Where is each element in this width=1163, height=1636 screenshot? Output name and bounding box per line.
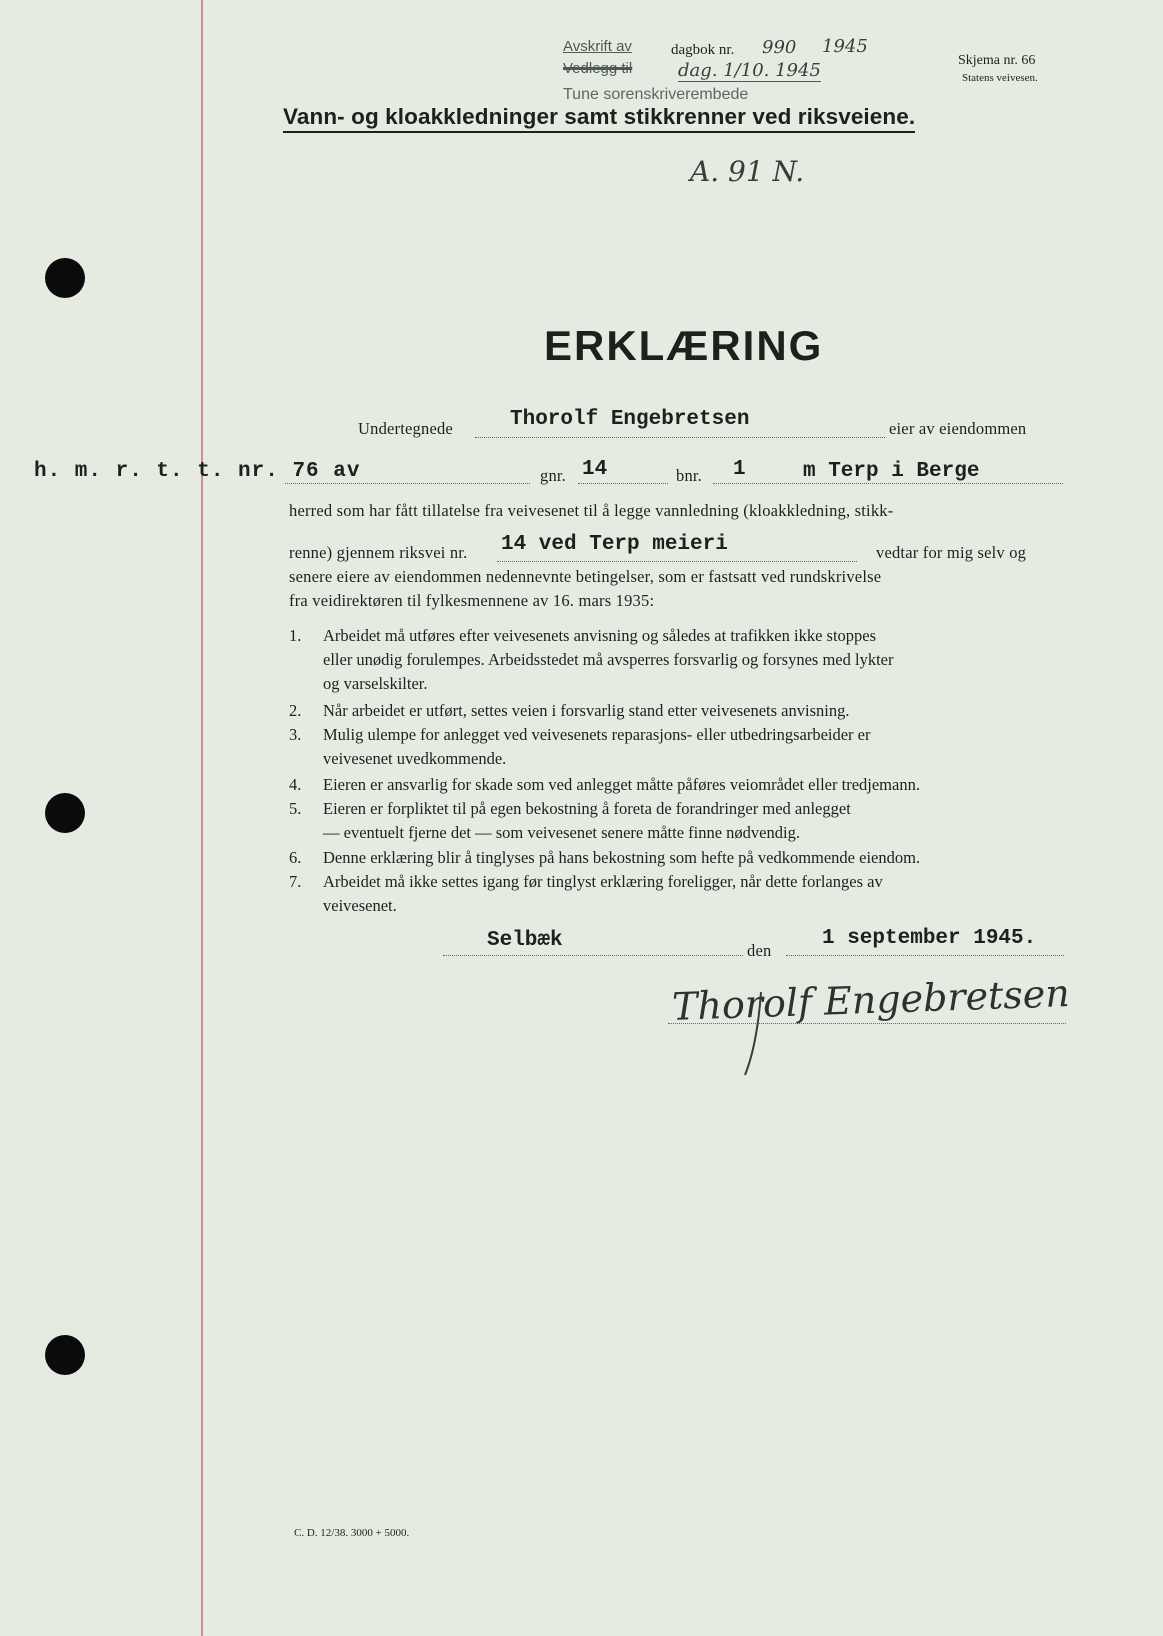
form-title: Vann- og kloakkledninger samt stikkrenner ved riksveiene. [283,104,915,133]
condition-2-line-1: Når arbeidet er utført, settes veien i forsvarlig stand etter veivesenets anvisning. [323,701,850,720]
condition-1-line-3: og varselskilter. [323,674,428,693]
property-line [285,483,530,484]
condition-5-number: 5. [289,799,302,818]
stamp-avskrift: Avskrift av [563,38,632,55]
eier-label: eier av eiendommen [889,419,1027,438]
gnr-line [578,483,668,484]
intro-line-2: senere eiere av eiendommen nedennevnte betingelser, som er fastsatt ved rundskrivelse [289,567,882,586]
condition-6-line-1: Denne erklæring blir å tinglyses på hans bekostning som hefte på vedkommende eiendom. [323,848,921,867]
property-value: h. m. r. t. t. nr. 76 av [34,460,361,483]
condition-1-line-2: eller unødig forulempes. Arbeidsstedet må avsperres forsvarlig og forsynes med lykter [323,650,894,669]
margin-line [201,0,203,1636]
stamp-vedlegg-struck: Vedlegg til [563,60,633,77]
condition-7-line-1: Arbeidet må ikke settes igang før tinglyst erklæring foreligger, når dette forlanges av [323,872,883,891]
place-value: Selbæk [487,929,563,952]
print-code: C. D. 12/38. 3000 + 5000. [294,1527,410,1539]
undertegnede-value: Thorolf Engebretsen [510,408,750,431]
riksvei-label: renne) gjennem riksvei nr. [289,543,468,562]
document-title: ERKLÆRING [544,322,824,369]
punch-hole-top [45,258,85,298]
undertegnede-line [475,437,885,438]
gnr-value: 14 [582,458,608,481]
bnr-line [713,483,1063,484]
condition-3-number: 3. [289,725,302,744]
intro-line-3: fra veidirektøren til fylkesmennene av 16. mars 1935: [289,591,655,610]
condition-4-line-1: Eieren er ansvarlig for skade som ved anlegget måtte påføres veiområdet eller tredjemann. [323,775,920,794]
date-line [786,955,1064,956]
condition-1-line-1: Arbeidet må utføres efter veivesenets anvisning og således at trafikken ikke stoppes [323,626,877,645]
condition-5-line-1: Eieren er forpliktet til på egen bekostning å foreta de forandringer med anlegget [323,799,851,818]
dagbok-year: 1945 [822,36,868,57]
condition-7-number: 7. [289,872,302,891]
condition-3-line-2: veivesenet uvedkommende. [323,749,507,768]
punch-hole-bottom [45,1335,85,1375]
date-value: 1 september 1945. [822,927,1037,950]
riksvei-value: 14 ved Terp meieri [501,533,728,556]
office-stamp: Tune sorenskriverembede [563,86,749,103]
bnr-label: bnr. [676,466,703,485]
condition-1-number: 1. [289,626,302,645]
condition-2-number: 2. [289,701,302,720]
place-line [443,955,743,956]
initials: A. 91 N. [690,155,805,188]
location-value: m Terp i Berge [803,460,980,483]
dagbok-label: dagbok nr. [671,42,735,58]
dagbok-date: dag. 1/10. 1945 [678,60,821,81]
dagbok-number: 990 [762,37,797,58]
skjema-number: Skjema nr. 66 [958,53,1036,68]
condition-5-line-2: — eventuelt fjerne det — som veivesenet senere måtte finne nødvendig. [323,823,800,842]
signature-flourish [735,990,795,1080]
condition-6-number: 6. [289,848,302,867]
gnr-label: gnr. [540,466,567,485]
condition-7-line-2: veivesenet. [323,896,397,915]
punch-hole-middle [45,793,85,833]
riksvei-line [497,561,857,562]
issuer: Statens veivesen. [962,72,1038,84]
bnr-value: 1 [733,458,746,481]
undertegnede-label: Undertegnede [358,419,453,438]
vedtar-text: vedtar for mig selv og [876,543,1027,562]
condition-3-line-1: Mulig ulempe for anlegget ved veivesenets reparasjons- eller utbedringsarbeider er [323,725,871,744]
condition-4-number: 4. [289,775,302,794]
herred-line: herred som har fått tillatelse fra veivesenet til å legge vannledning (kloakkledning, stikk- [289,501,894,520]
den-label: den [747,941,772,960]
signature: Thorolf Engebretsen [671,971,1071,1029]
